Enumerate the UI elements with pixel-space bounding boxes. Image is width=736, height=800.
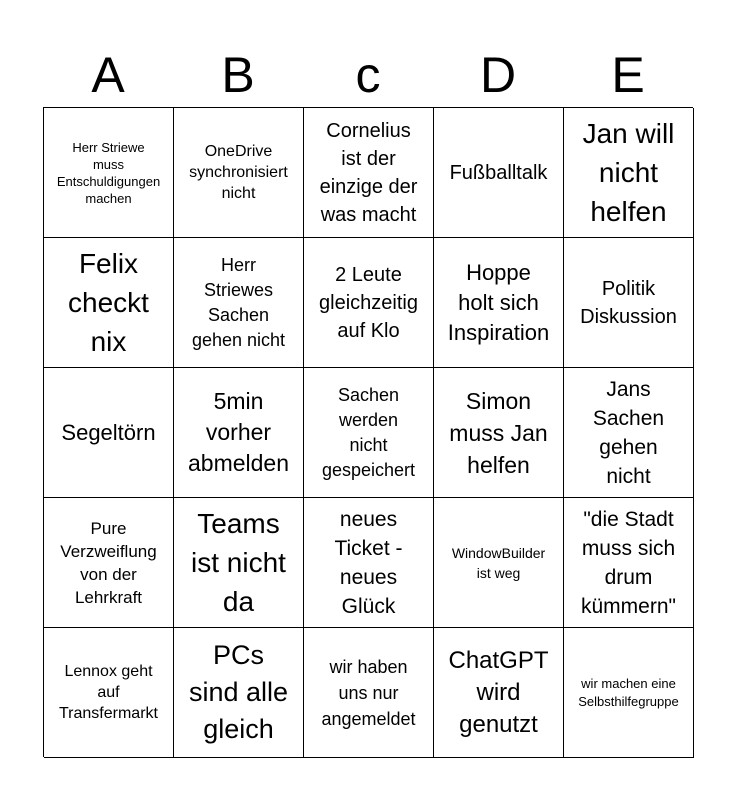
column-header-d: D <box>479 47 517 103</box>
bingo-cell[interactable]: wir haben uns nur angemeldet <box>304 628 434 758</box>
bingo-cell[interactable]: Jan will nicht helfen <box>564 108 694 238</box>
bingo-cell[interactable]: neues Ticket - neues Glück <box>304 498 434 628</box>
bingo-cell[interactable]: Politik Diskussion <box>564 238 694 368</box>
bingo-cell[interactable]: Felix checkt nix <box>44 238 174 368</box>
bingo-cell[interactable]: "die Stadt muss sich drum kümmern" <box>564 498 694 628</box>
bingo-cell[interactable]: Cornelius ist der einzige der was macht <box>304 108 434 238</box>
bingo-cell[interactable]: OneDrive synchronisiert nicht <box>174 108 304 238</box>
bingo-cell[interactable]: Lennox geht auf Transfermarkt <box>44 628 174 758</box>
column-header-e: E <box>611 47 645 103</box>
bingo-cell[interactable]: 5min vorher abmelden <box>174 368 304 498</box>
bingo-cell[interactable]: PCs sind alle gleich <box>174 628 304 758</box>
column-headers <box>43 44 693 106</box>
bingo-cell[interactable]: ChatGPT wird genutzt <box>434 628 564 758</box>
bingo-cell[interactable]: wir machen eine Selbsthilfegruppe <box>564 628 694 758</box>
bingo-cell[interactable]: Pure Verzweiflung von der Lehrkraft <box>44 498 174 628</box>
bingo-cell[interactable]: Fußballtalk <box>434 108 564 238</box>
bingo-cell[interactable]: Sachen werden nicht gespeichert <box>304 368 434 498</box>
bingo-cell[interactable]: Segeltörn <box>44 368 174 498</box>
bingo-cell[interactable]: Herr Striewe muss Entschuldigungen machen <box>44 108 174 238</box>
column-header-a: A <box>91 47 125 103</box>
bingo-cell[interactable]: Hoppe holt sich Inspiration <box>434 238 564 368</box>
bingo-cell[interactable]: WindowBuilder ist weg <box>434 498 564 628</box>
bingo-cell[interactable]: Simon muss Jan helfen <box>434 368 564 498</box>
bingo-cell[interactable]: Herr Striewes Sachen gehen nicht <box>174 238 304 368</box>
bingo-cell[interactable]: 2 Leute gleichzeitig auf Klo <box>304 238 434 368</box>
column-header-b: B <box>221 47 255 103</box>
column-header-c: c <box>355 47 381 103</box>
bingo-cell[interactable]: Teams ist nicht da <box>174 498 304 628</box>
bingo-grid <box>43 107 693 757</box>
bingo-cell[interactable]: Jans Sachen gehen nicht <box>564 368 694 498</box>
